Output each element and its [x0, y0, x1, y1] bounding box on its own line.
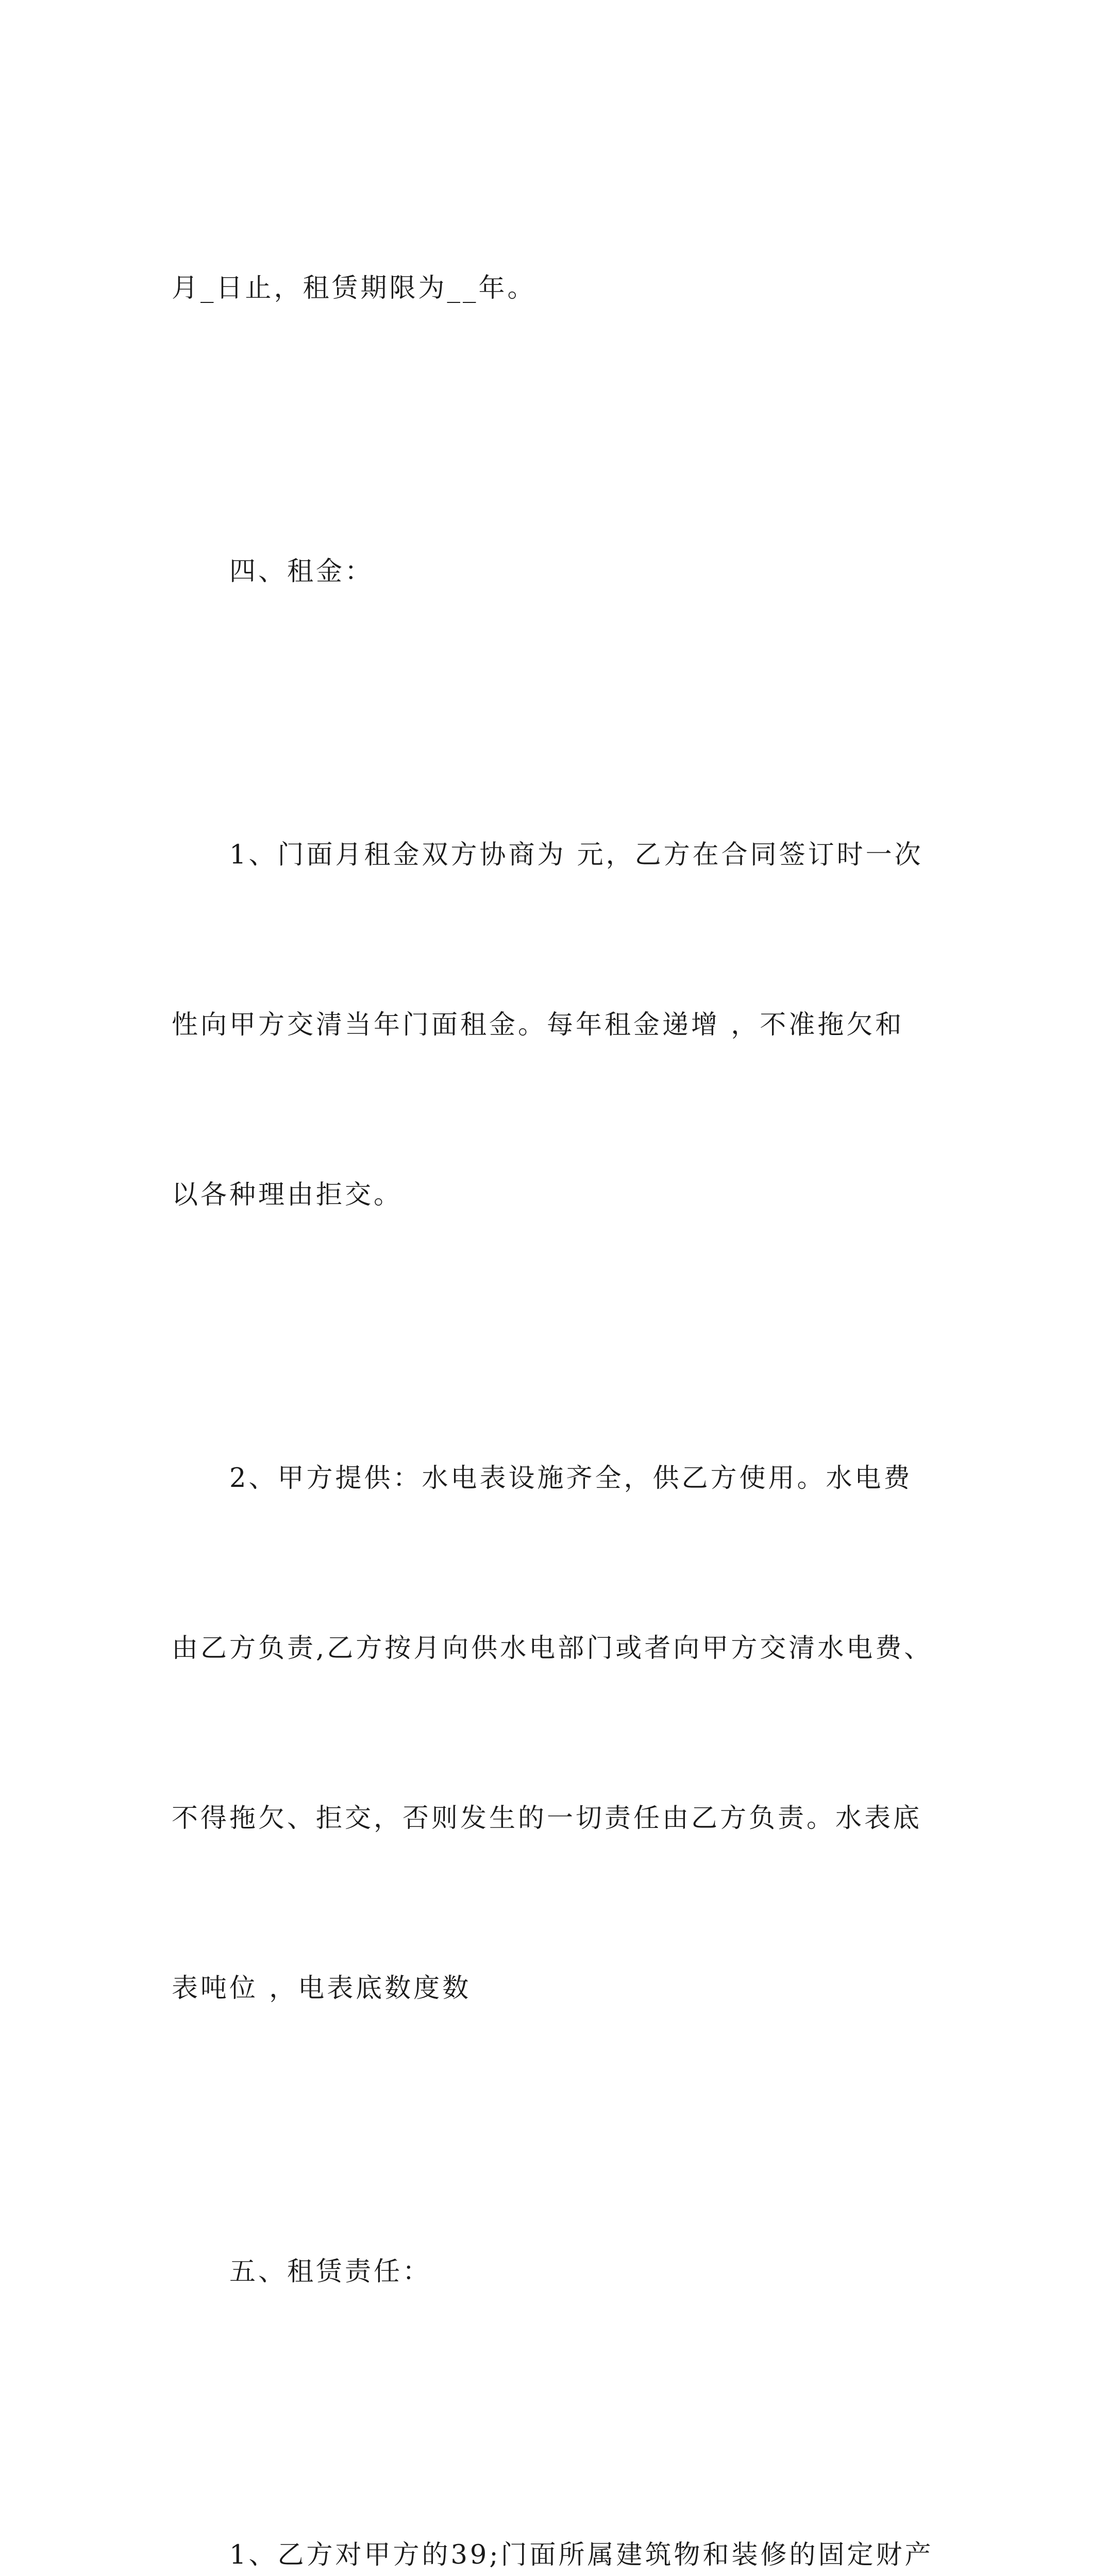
heading-lease-responsibility	[172, 2130, 986, 2414]
text-line: 月_日止，租赁期限为__年。	[172, 273, 536, 303]
paragraph-rent-2	[172, 1337, 986, 2130]
text-line: 以各种理由拒交。	[172, 1180, 403, 1210]
text-line: 不得拖欠、拒交，否则发生的一切责任由乙方负责。水表底	[172, 1803, 922, 1834]
document-body	[172, 147, 986, 2576]
paragraph-responsibility-1	[172, 2414, 986, 2576]
text-line: 四、租金：	[229, 556, 374, 587]
heading-rent	[172, 430, 986, 714]
paragraph-rent-1	[172, 714, 986, 1337]
text-line: 表吨位 ，电表底数度数	[172, 1973, 472, 2004]
text-line: 性向甲方交清当年门面租金。每年租金递增 ，不准拖欠和	[172, 1010, 904, 1040]
paragraph-lease-term-end	[172, 147, 986, 430]
text-line: 五、租赁责任：	[229, 2257, 432, 2287]
text-line: 1、门面月租金双方协商为 元，乙方在合同签订时一次	[229, 840, 924, 870]
text-line: 2、甲方提供：水电表设施齐全，供乙方使用。水电费	[229, 1463, 913, 1494]
text-line: 由乙方负责,乙方按月向供水电部门或者向甲方交清水电费、	[172, 1633, 933, 1664]
text-line: 1、乙方对甲方的39;门面所属建筑物和装修的固定财产	[229, 2540, 934, 2570]
